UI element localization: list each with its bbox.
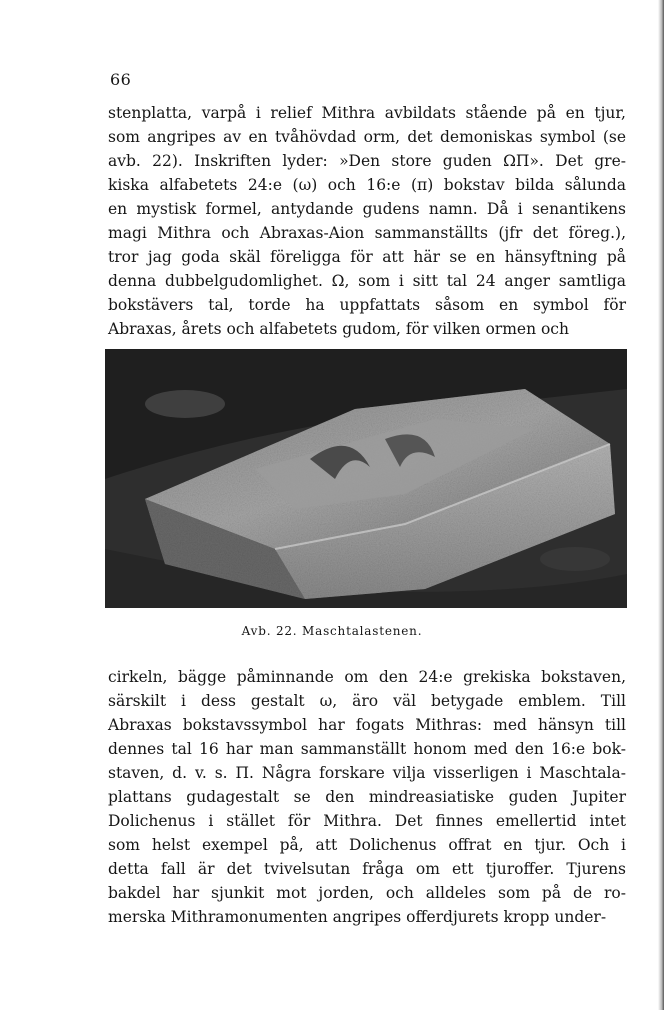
text-line: tror jag goda skäl föreligga för att här se en hänsyftning på bbox=[108, 248, 626, 266]
text-line: avb. 22). Inskriften lyder: »Den store guden ΩΠ». Det gre- bbox=[108, 152, 626, 170]
text-line: cirkeln, bägge påminnande om den 24:e grekiska bokstaven, bbox=[108, 668, 626, 686]
text-line: stenplatta, varpå i relief Mithra avbildats stående på en tjur, bbox=[108, 104, 626, 122]
text-line: dennes tal 16 har man sammanställt honom med den 16:e bok- bbox=[108, 740, 626, 758]
text-line: Abraxas bokstavssymbol har fogats Mithras: med hänsyn till bbox=[108, 716, 626, 734]
text-line: bokstävers tal, torde ha uppfattats såsom en symbol för bbox=[108, 296, 626, 314]
page-edge-shadow bbox=[658, 0, 664, 1010]
text-line: särskilt i dess gestalt ω, äro väl betygade emblem. Till bbox=[108, 692, 626, 710]
text-line: Abraxas, årets och alfabetets gudom, för vilken ormen och bbox=[108, 320, 569, 338]
paragraph-top bbox=[108, 101, 626, 341]
text-line: bakdel har sjunkit mot jorden, och alldeles som på de ro- bbox=[108, 884, 626, 902]
text-line: en mystisk formel, antydande gudens namn. Då i senantikens bbox=[108, 200, 626, 218]
stone-photograph bbox=[105, 349, 627, 608]
text-line: som helst exempel på, att Dolichenus offrat en tjur. Och i bbox=[108, 836, 626, 854]
text-line: detta fall är det tvivelsutan fråga om ett tjuroffer. Tjurens bbox=[108, 860, 626, 878]
paragraph-bottom bbox=[108, 665, 626, 929]
text-line: staven, d. v. s. Π. Några forskare vilja visserligen i Maschtala- bbox=[108, 764, 626, 782]
text-line: merska Mithramonumenten angripes offerdjurets kropp under- bbox=[108, 908, 607, 926]
text-line: denna dubbelgudomlighet. Ω, som i sitt tal 24 anger samtliga bbox=[108, 272, 626, 290]
text-line: Dolichenus i stället för Mithra. Det finnes emellertid intet bbox=[108, 812, 626, 830]
figure-caption: Avb. 22. Maschtalastenen. bbox=[241, 624, 423, 638]
page-number: 66 bbox=[110, 70, 132, 89]
text-line: som angripes av en tvåhövdad orm, det demoniskas symbol (se bbox=[108, 128, 626, 146]
text-line: plattans gudagestalt se den mindreasiatiske guden Jupiter bbox=[108, 788, 626, 806]
text-line: kiska alfabetets 24:e (ω) och 16:e (π) bokstav bilda sålunda bbox=[108, 176, 626, 194]
text-line: magi Mithra och Abraxas-Aion sammanställts (jfr det föreg.), bbox=[108, 224, 626, 242]
